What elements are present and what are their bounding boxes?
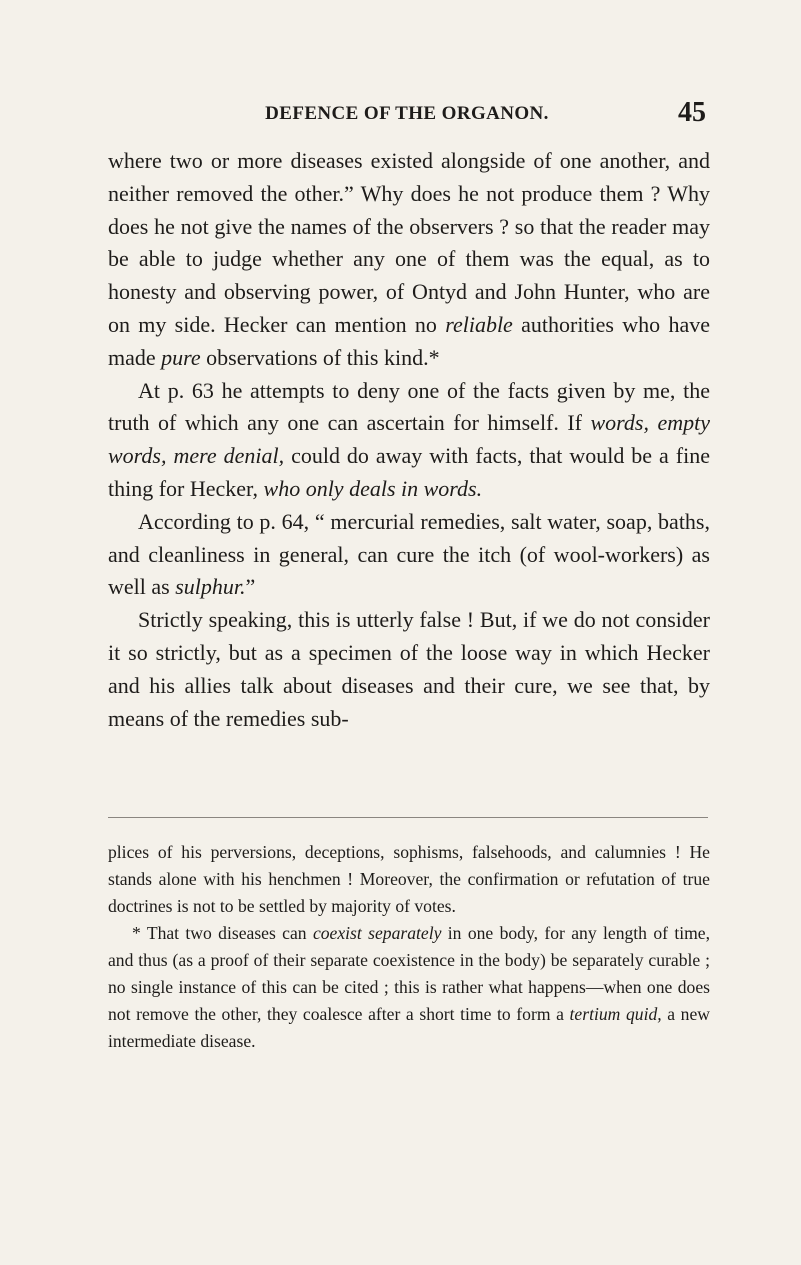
paragraph-1-text-c: observations of this kind.* xyxy=(200,344,440,370)
paragraph-3 xyxy=(108,506,710,604)
footnote-rule xyxy=(108,817,708,818)
paragraph-3-text-a: According to p. 64, “ mercurial remedies, salt water, soap, baths, and cleanliness in general, can cure the itch (of wool-workers) as well as xyxy=(108,508,710,600)
running-title: DEFENCE OF THE ORGANON. xyxy=(265,103,549,124)
footnote-asterisk-text-c: a new intermediate disease. xyxy=(108,1004,710,1051)
paragraph-2-italic-words: words, empty words, mere denial, xyxy=(108,410,710,469)
paragraph-3-italic-sulphur: sulphur. xyxy=(175,574,246,600)
footnote-asterisk xyxy=(108,920,710,1055)
footnote-italic-tertium: tertium quid, xyxy=(569,1004,662,1024)
paragraph-1-italic-reliable: reliable xyxy=(445,311,513,337)
page-number: 45 xyxy=(678,97,706,128)
paragraph-1-italic-pure: pure xyxy=(161,344,201,370)
paragraph-1 xyxy=(108,145,710,375)
paragraph-4-text-a: Strictly speaking, this is utterly false ! But, if we do not consider it so strictly, but as a specimen of the loose way in which Hecker and his allies talk about diseases and their cure, we see that, by means of the remedies sub- xyxy=(108,607,710,731)
paragraph-2 xyxy=(108,375,710,506)
paragraph-4 xyxy=(108,604,710,735)
footnote-italic-coexist: coexist separately xyxy=(312,923,442,943)
paragraph-3-text-b: ” xyxy=(245,574,256,600)
paragraph-1-text-a: where two or more diseases existed alongside of one another, and neither removed the other.” Why does he not produce them ? Why does he not give the names of the observers ? so that the reader may be able to judge whether any one of them was the equal, as to honesty and observing power, of Ontyd and John Hunter, who are on my side. Hecker can mention no xyxy=(108,148,710,337)
footnote-continuation-text: plices of his perversions, deceptions, sophisms, falsehoods, and calumnies ! He stands alone with his henchmen ! Moreover, the confirmation or refutation of true doctrines is not to be settled by majority of votes. xyxy=(108,842,710,916)
footnote-asterisk-text-b: in one body, for any length of time, and thus (as a proof of their separate coexistence in the body) be separately curable ; no single instance of this can be cited ; this is rather what happens—when one does not remove the other, they coalesce after a short time to form a xyxy=(108,923,710,1024)
footnotes xyxy=(108,839,710,1055)
paragraph-2-italic-deals: who only deals in words. xyxy=(263,475,483,501)
paragraph-1-text-b: authorities who have made xyxy=(108,311,710,370)
body-text xyxy=(108,145,710,735)
footnote-continuation xyxy=(108,839,710,920)
footnote-asterisk-text-a: * That two diseases can xyxy=(132,923,313,943)
running-head xyxy=(108,97,706,133)
paragraph-2-text-a: At p. 63 he attempts to deny one of the facts given by me, the truth of which any one can ascertain for himself. If xyxy=(108,377,710,436)
paragraph-2-text-b: could do away with facts, that would be a fine thing for Hecker, xyxy=(108,443,710,501)
